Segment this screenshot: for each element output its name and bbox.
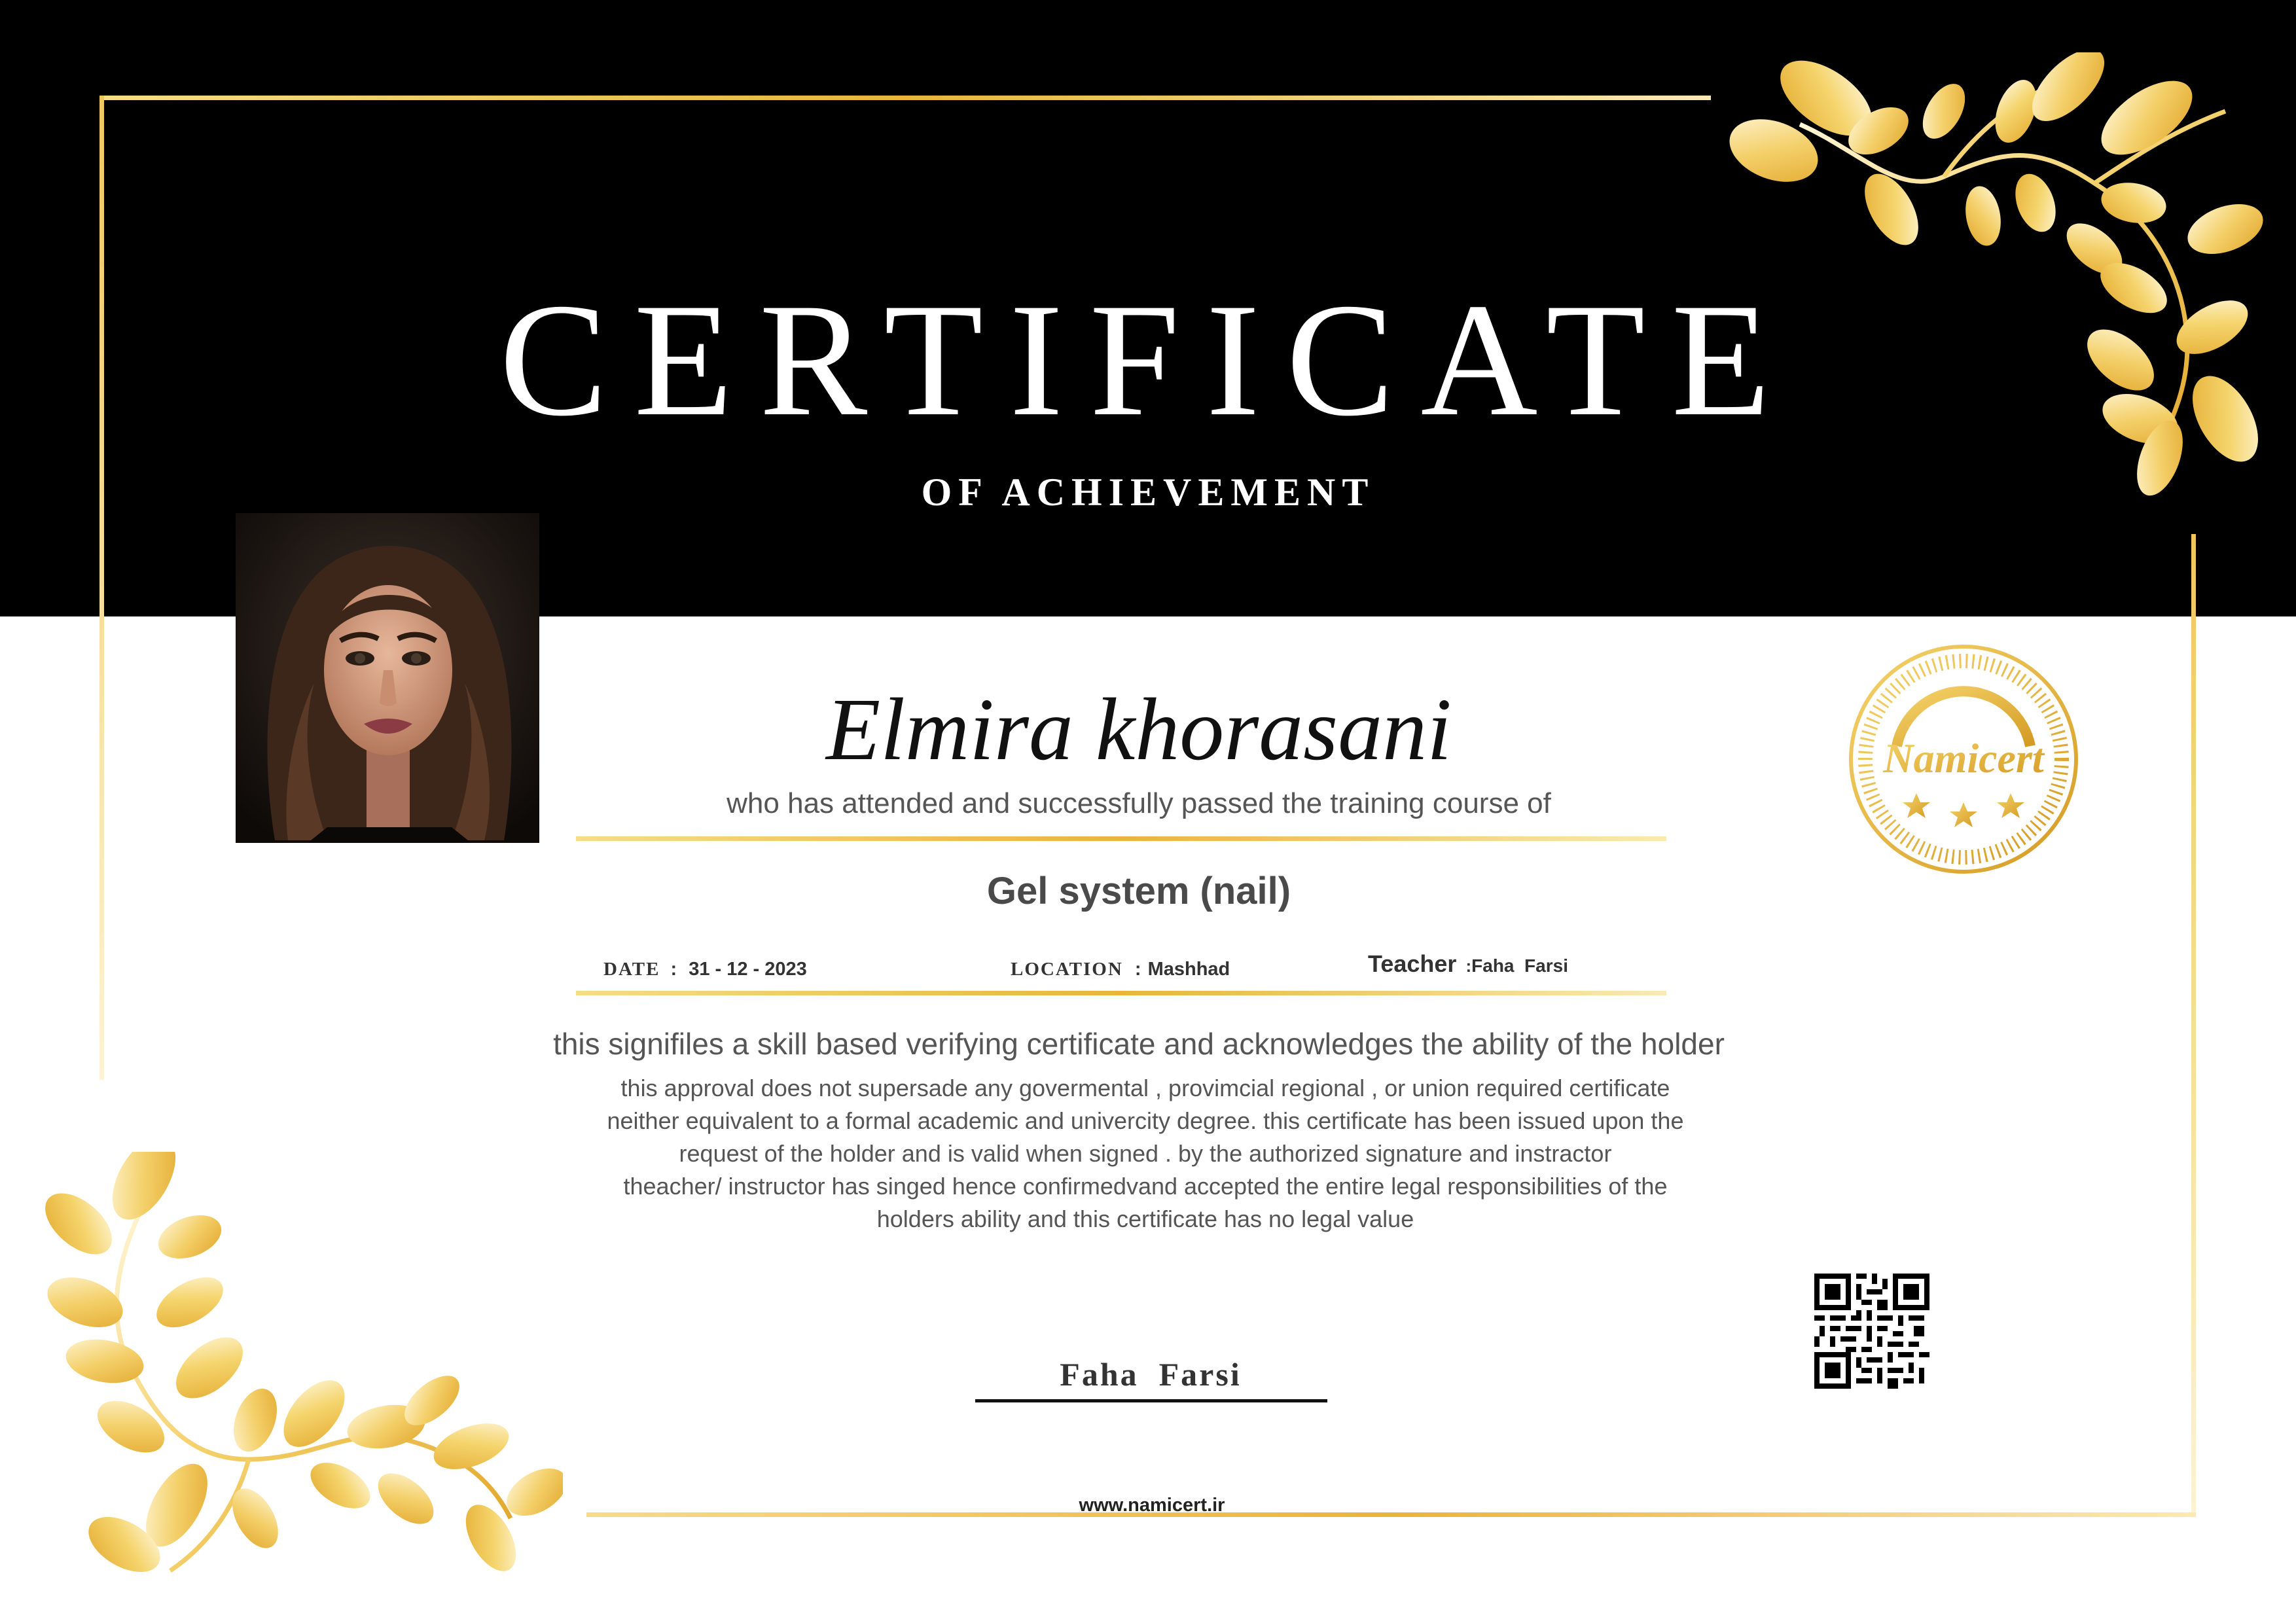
disclaimer-line: neither equivalent to a formal academic and univercity degree. this certificate has been issued upon the [607, 1107, 1684, 1134]
location-label: LOCATION [1011, 959, 1123, 980]
location-field [1011, 953, 1230, 986]
attended-text: who has attended and successfully passed the training course of [726, 787, 1551, 819]
signature-line [975, 1399, 1327, 1402]
gold-leaf-branch-icon [39, 1152, 563, 1584]
legal-disclaimer [524, 1072, 1767, 1236]
certificate-title: CERTIFICATE [499, 270, 1797, 450]
date-label: DATE [603, 959, 660, 980]
qr-code-icon [1814, 1274, 1929, 1389]
signature-name: Faha Farsi [1060, 1356, 1242, 1393]
teacher-field [1368, 948, 1568, 982]
date-separator: : [670, 959, 677, 980]
recipient-name: Elmira khorasani [826, 681, 1452, 779]
location-separator: : [1134, 959, 1141, 980]
certificate-statement: this signifiles a skill based verifying certificate and acknowledges the ability of the holder [553, 1027, 1725, 1061]
date-field [603, 953, 807, 986]
disclaimer-line: holders ability and this certificate has no legal value [876, 1205, 1414, 1232]
disclaimer-line: theacher/ instructor has singed hence confirmedvand accepted the entire legal responsibilities of the [623, 1173, 1668, 1200]
footer-website[interactable]: www.namicert.ir [1079, 1495, 1225, 1516]
divider [576, 991, 1666, 996]
date-value: 31 - 12 - 2023 [689, 959, 807, 980]
course-name: Gel system (nail) [986, 870, 1291, 912]
certificate-subtitle: OF ACHIEVEMENT [921, 471, 1375, 514]
recipient-photo [236, 513, 539, 843]
namicert-seal-icon [1846, 641, 2081, 877]
teacher-value: Faha Farsi [1471, 955, 1568, 976]
location-value: Mashhad [1147, 959, 1230, 980]
disclaimer-line: this approval does not supersade any govermental , provimcial regional , or union required certificate [620, 1075, 1670, 1101]
seal-brand: Namicert [1883, 735, 2044, 781]
teacher-separator: : [1465, 956, 1472, 976]
disclaimer-line: request of the holder and is valid when signed . by the authorized signature and instractor [679, 1140, 1612, 1167]
divider [576, 836, 1666, 842]
teacher-label: Teacher [1368, 950, 1457, 977]
